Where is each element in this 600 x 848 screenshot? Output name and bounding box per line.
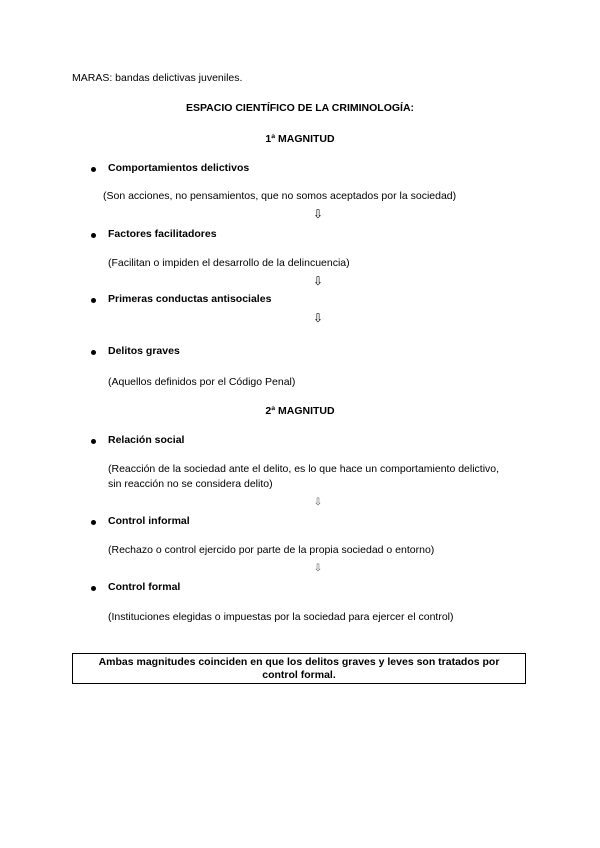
bullet-icon bbox=[91, 298, 96, 303]
conclusion-line-1: Ambas magnitudes coinciden en que los delitos graves y leves son tratados por bbox=[98, 656, 500, 668]
item-relacion-social-desc-2: sin reacción no se considera delito) bbox=[108, 478, 273, 490]
item-control-formal-desc: (Instituciones elegidas o impuestas por la sociedad para ejercer el control) bbox=[108, 611, 454, 623]
item-delitos-graves-desc: (Aquellos definidos por el Código Penal) bbox=[108, 376, 296, 388]
down-arrow-icon: ⇩ bbox=[312, 274, 324, 288]
item-relacion-social: Relación social bbox=[108, 434, 185, 446]
magnitude-1-heading: 1ª MAGNITUD bbox=[265, 133, 335, 145]
bullet-icon bbox=[91, 350, 96, 355]
item-relacion-social-desc-1: (Reacción de la sociedad ante el delito, es lo que hace un comportamiento delictivo, bbox=[108, 463, 500, 475]
conclusion-line-2: control formal. bbox=[262, 669, 336, 681]
conclusion-box bbox=[72, 653, 526, 684]
bullet-icon bbox=[91, 520, 96, 525]
item-comportamientos-delictivos: Comportamientos delictivos bbox=[108, 162, 250, 174]
magnitude-2-heading: 2ª MAGNITUD bbox=[265, 405, 335, 417]
item-control-informal-desc: (Rechazo o control ejercido por parte de la propia sociedad o entorno) bbox=[108, 544, 435, 556]
item-primeras-conductas: Primeras conductas antisociales bbox=[108, 293, 272, 305]
item-delitos-graves: Delitos graves bbox=[108, 345, 180, 357]
bullet-icon bbox=[91, 167, 96, 172]
intro-text: MARAS: bandas delictivas juveniles. bbox=[72, 72, 243, 84]
down-arrow-icon: ⇩ bbox=[313, 563, 323, 574]
page-title: ESPACIO CIENTÍFICO DE LA CRIMINOLOGÍA: bbox=[185, 102, 415, 114]
item-control-informal: Control informal bbox=[108, 515, 190, 527]
down-arrow-icon: ⇩ bbox=[312, 311, 324, 325]
item-factores-desc: (Facilitan o impiden el desarrollo de la delincuencia) bbox=[108, 257, 350, 269]
bullet-icon bbox=[91, 233, 96, 238]
down-arrow-icon: ⇩ bbox=[312, 207, 324, 221]
down-arrow-icon: ⇩ bbox=[313, 497, 323, 508]
bullet-icon bbox=[91, 586, 96, 591]
item-factores-facilitadores: Factores facilitadores bbox=[108, 228, 217, 240]
item-control-formal: Control formal bbox=[108, 581, 181, 593]
item-comportamientos-desc: (Son acciones, no pensamientos, que no somos aceptados por la sociedad) bbox=[103, 190, 457, 202]
bullet-icon bbox=[91, 439, 96, 444]
